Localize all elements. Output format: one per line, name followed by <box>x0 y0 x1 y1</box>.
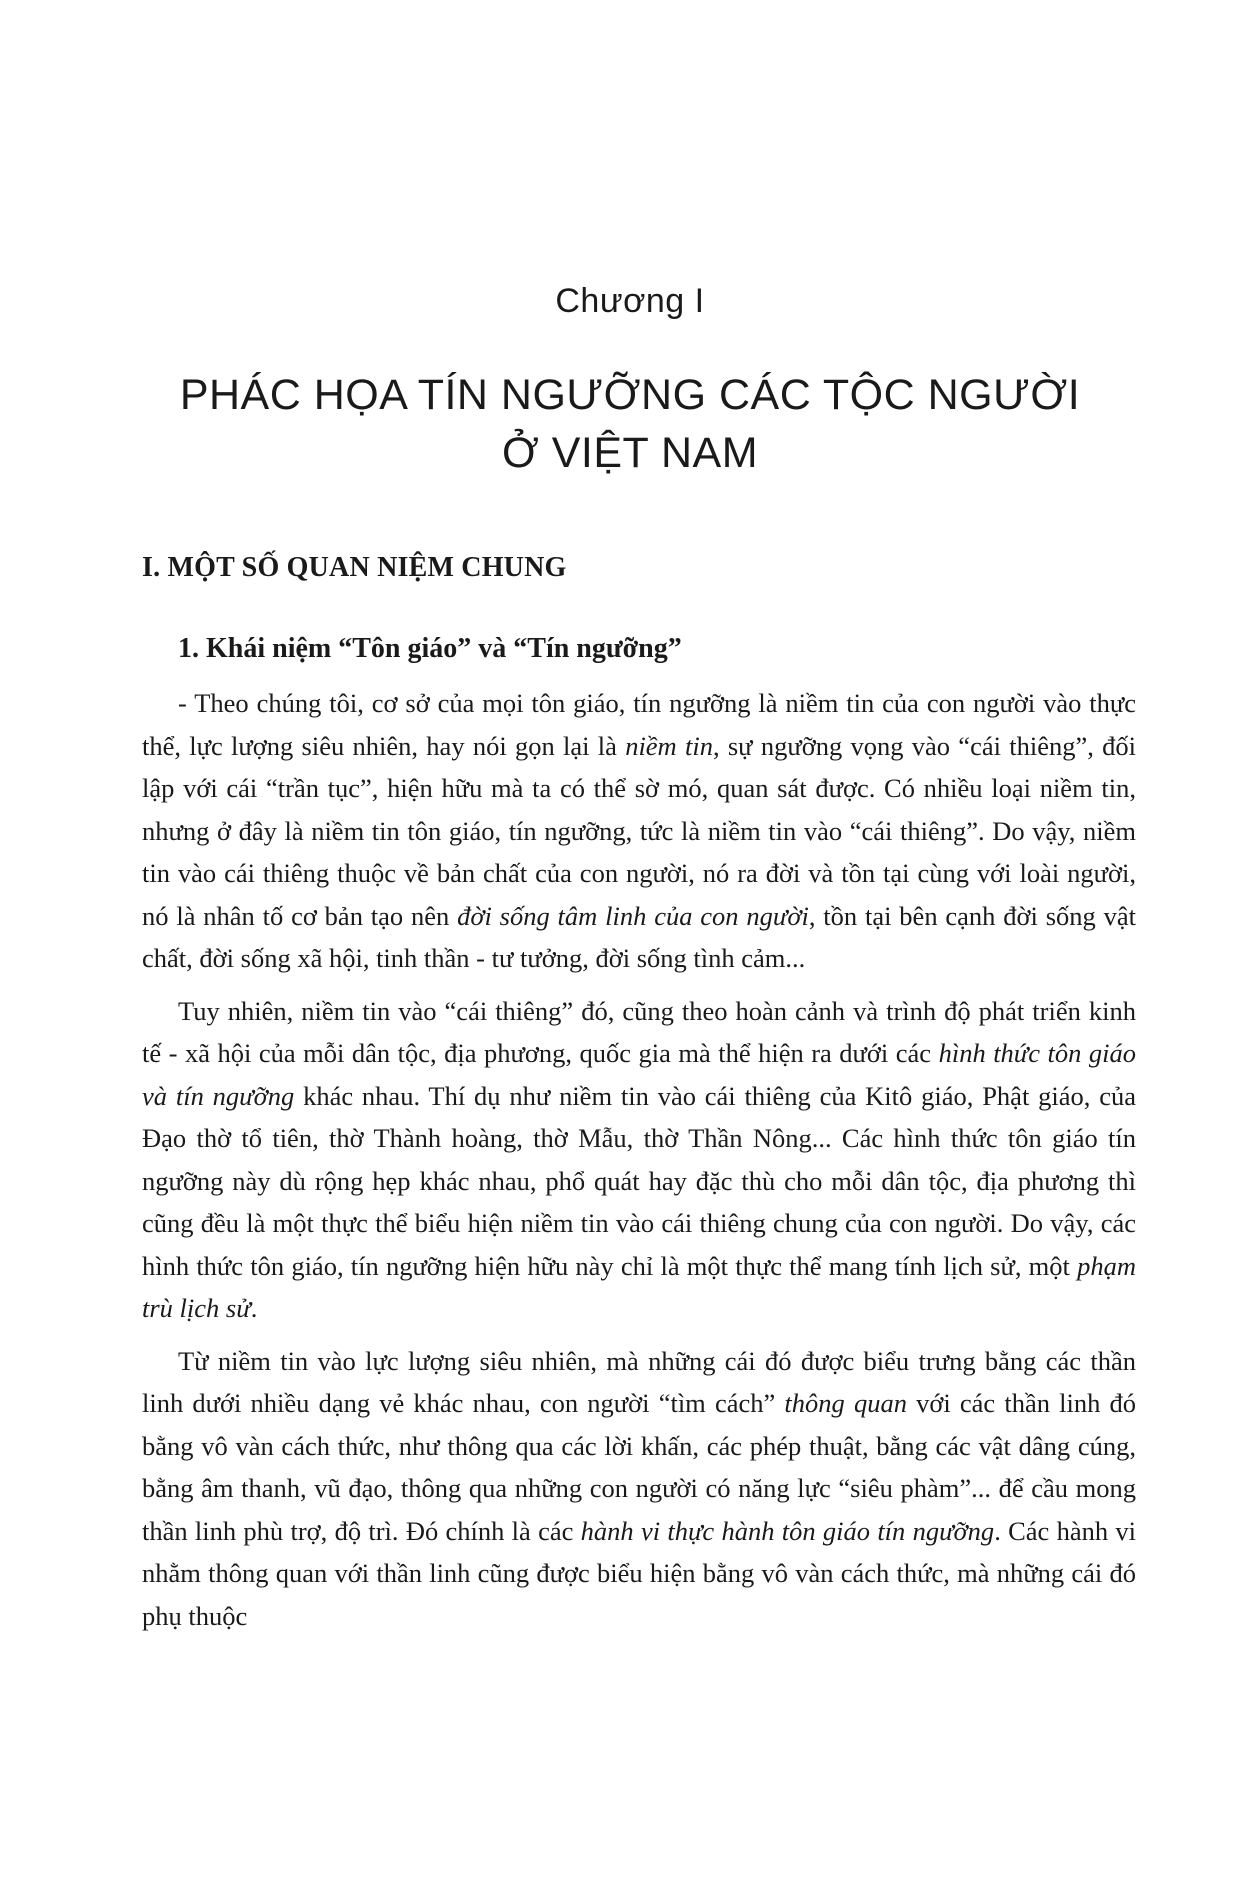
paragraph-3-text-1: Từ niềm tin vào lực lượng siêu nhiên, mà những cái đó được biểu trưng bằng các thần linh dưới nhiều dạng vẻ khác nhau, con người “tìm cách” <box>142 1345 1136 1418</box>
paragraph-1-text-3: , tồn tại bên cạnh đời sống vật chất, đời sống xã hội, tinh thần - tư tưởng, đời sống tình cảm... <box>142 900 1136 973</box>
chapter-title <box>0 366 1260 482</box>
chapter-title-line-1: PHÁC HỌA TÍN NGƯỠNG CÁC TỘC NGƯỜI <box>179 371 1081 419</box>
paragraph-1-italic-2: đời sống tâm linh của con người <box>457 900 809 931</box>
paragraph-1 <box>142 682 1136 980</box>
sub-heading: 1. Khái niệm “Tôn giáo” và “Tín ngưỡng” <box>178 633 682 664</box>
chapter-label: Chương I <box>555 282 705 320</box>
paragraph-2 <box>142 990 1136 1330</box>
paragraph-3-italic-2: hành vi thực hành tôn giáo tín ngưỡng <box>580 1515 995 1546</box>
paragraph-3 <box>142 1340 1136 1638</box>
paragraph-2-italic-2: phạm trù lịch sử <box>142 1250 1136 1323</box>
paragraph-1-italic-1: niềm tin <box>625 730 713 761</box>
paragraph-3-italic-1: thông quan <box>784 1388 907 1418</box>
paragraph-2-italic-1: hình thức tôn giáo và tín ngưỡng <box>142 1038 1136 1111</box>
chapter-title-line-2: Ở VIỆT NAM <box>501 429 759 477</box>
paragraph-2-text-3: . <box>250 1293 258 1323</box>
paragraph-1-text-1: - Theo chúng tôi, cơ sở của mọi tôn giáo, tín ngưỡng là niềm tin của con người vào thực thể, lực lượng siêu nhiên, hay nói gọn lại là <box>142 688 1136 761</box>
section-heading: I. MỘT SỐ QUAN NIỆM CHUNG <box>142 552 567 583</box>
paragraph-3-text-3: . Các hành vi nhằm thông quan với thần linh cũng được biểu hiện bằng vô vàn cách thức, mà những cái đó phụ thuộc <box>142 1515 1137 1631</box>
paragraph-1-text-2: , sự ngưỡng vọng vào “cái thiêng”, đối lập với cái “trần tục”, hiện hữu mà ta có thể sờ mó, quan sát được. Có nhiều loại niềm tin, nhưng ở đây là niềm tin tôn giáo, tín ngưỡng, tức là niềm tin vào “cái thiêng”. Do vậy, niềm tin vào cái thiêng thuộc về bản chất của con người, nó ra đời và tồn tại cùng với loài người, nó là nhân tố cơ bản tạo nên <box>142 730 1136 931</box>
paragraph-2-text-2: khác nhau. Thí dụ như niềm tin vào cái thiêng của Kitô giáo, Phật giáo, của Đạo thờ tổ tiên, thờ Thành hoàng, thờ Mẫu, thờ Thần Nông... Các hình thức tôn giáo tín ngưỡng này dù rộng hẹp khác nhau, phổ quát hay đặc thù cho mỗi dân tộc, địa phương thì cũng đều là một thực thể biểu hiện niềm tin vào cái thiêng chung của con người. Do vậy, các hình thức tôn giáo, tín ngưỡng hiện hữu này chỉ là một thực thể mang tính lịch sử, một <box>142 1080 1136 1281</box>
body-text <box>142 682 1136 1647</box>
paragraph-3-text-2: với các thần linh đó bằng vô vàn cách thức, như thông qua các lời khấn, các phép thuật, bằng các vật dâng cúng, bằng âm thanh, vũ đạo, thông qua những con người có năng lực “siêu phàm”... để cầu mong thần linh phù trợ, độ trì. Đó chính là các <box>142 1388 1137 1546</box>
paragraph-2-text-1: Tuy nhiên, niềm tin vào “cái thiêng” đó, cũng theo hoàn cảnh và trình độ phát triển kinh tế - xã hội của mỗi dân tộc, địa phương, quốc gia mà thể hiện ra dưới các <box>142 995 1136 1068</box>
